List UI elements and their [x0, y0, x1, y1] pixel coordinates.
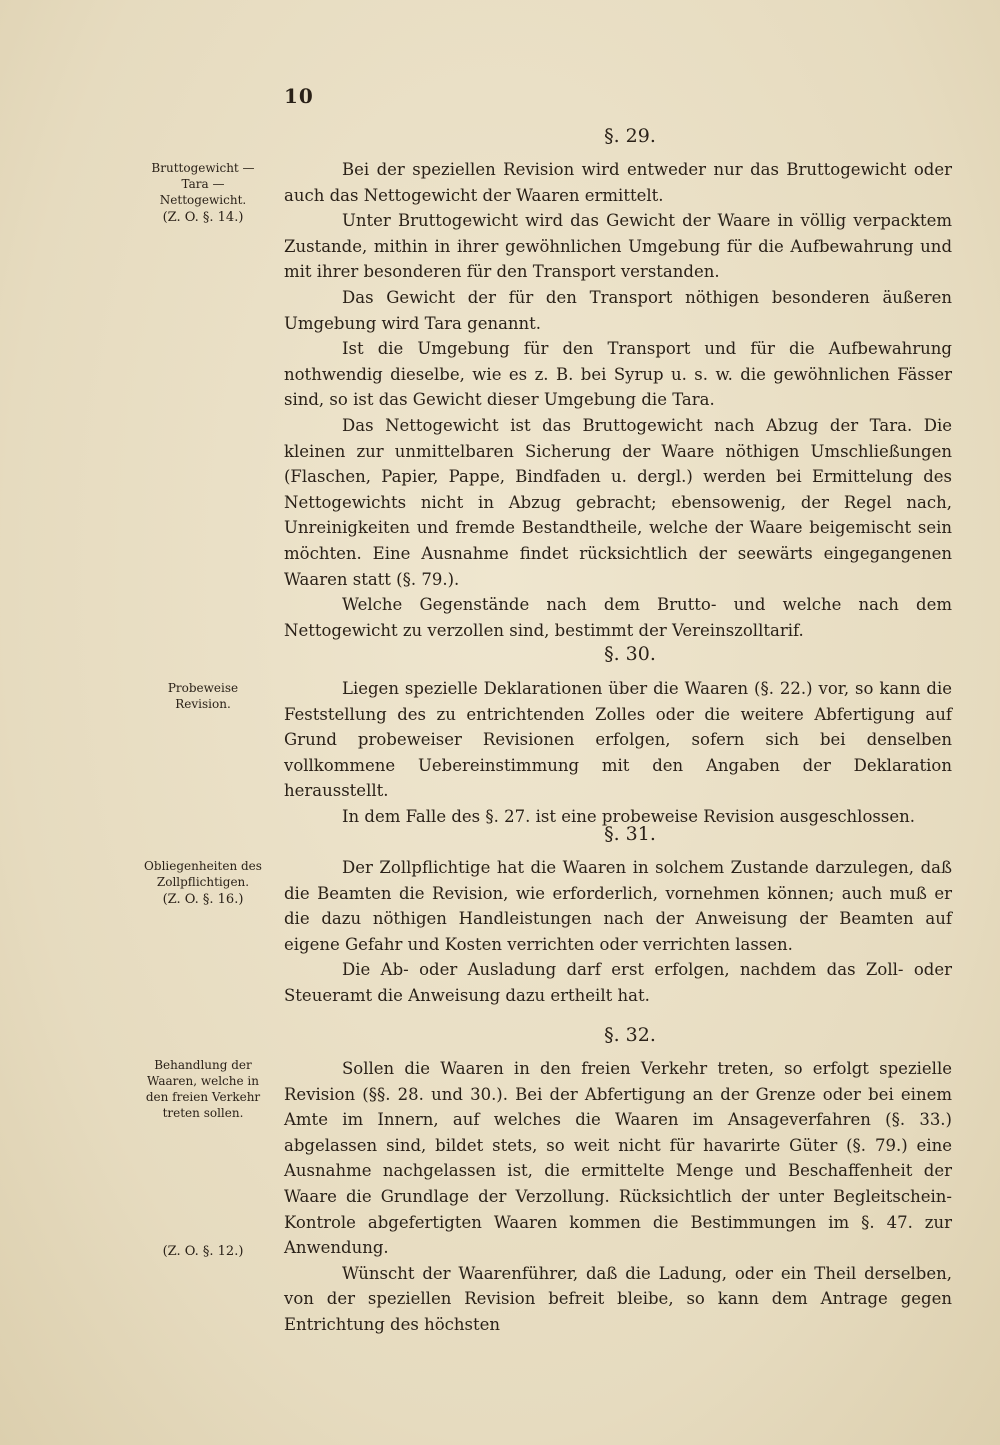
paragraph: Welche Gegenstände nach dem Brutto- und welche nach dem Nettogewicht zu verzollen sind, bestimmt der Vereinszolltarif.	[284, 595, 952, 640]
margin-note-text: Bruttogewicht — Tara — Nettogewicht.	[151, 161, 255, 207]
paragraph: In dem Falle des §. 27. ist eine probeweise Revision ausgeschlossen.	[342, 806, 915, 826]
paragraph: Das Gewicht der für den Transport nöthigen besonderen äußeren Umgebung wird Tara genannt.	[284, 287, 952, 333]
section-body-29	[284, 157, 952, 643]
section-heading-30: §. 30.	[604, 643, 656, 665]
section-heading-29: §. 29.	[604, 125, 656, 147]
section-body-30	[284, 676, 952, 830]
section-body-32	[284, 1056, 952, 1338]
margin-note-31	[140, 858, 266, 908]
paragraph: Unter Bruttogewicht wird das Gewicht der Waare in völlig verpacktem Zustande, mithin in ihrer gewöhnlichen Umgebung für die Aufbewahrung und mit ihrer besonderen für den Transport verstanden.	[284, 211, 952, 282]
section-heading-32: §. 32.	[604, 1024, 656, 1046]
paragraph: Sollen die Waaren in den freien Verkehr treten, so erfolgt spezielle Revision (§§. 28. und 30.). Bei der Abfertigung an der Grenze oder bei einem Amte im Innern, auf welches die Waaren im Ansageverfahren (§. 33.) abgelassen sind, bildet stets, so weit nicht für havarirte Güter (§. 79.) eine Ausnahme nachgelassen ist, die ermittelte Menge und Beschaffenheit der Waare die Grundlage der Verzollung. Rücksichtlich der unter Begleitschein-Kontrole abgefertigten Waaren kommen die Bestimmungen im §. 47. zur Anwendung.	[284, 1059, 952, 1258]
margin-note-ref: (Z. O. §. 16.)	[162, 892, 244, 907]
margin-note-32	[140, 1057, 266, 1121]
section-heading-31: §. 31.	[604, 823, 656, 845]
margin-note-30	[140, 680, 266, 712]
paragraph: Die Ab- oder Ausladung darf erst erfolgen, nachdem das Zoll- oder Steueramt die Anweisung dazu ertheilt hat.	[284, 960, 952, 1005]
margin-note-text: Behandlung der Waaren, welche in den freien Verkehr treten sollen.	[145, 1058, 261, 1120]
paragraph: Wünscht der Waarenführer, daß die Ladung, oder ein Theil derselben, von der speziellen Revision befreit bleibe, so kann dem Antrage gegen Entrichtung des höchsten	[284, 1263, 952, 1334]
paragraph: Liegen spezielle Deklarationen über die Waaren (§. 22.) vor, so kann die Feststellung des zu entrichtenden Zolles oder die weitere Abfertigung auf Grund probeweiser Revisionen erfolgen, sofern sich bei denselben vollkommene Uebereinstimmung mit den Angaben der Deklaration herausstellt.	[284, 679, 952, 801]
margin-note-32-ref	[140, 1242, 266, 1260]
paragraph: Bei der speziellen Revision wird entweder nur das Bruttogewicht oder auch das Nettogewicht der Waaren ermittelt.	[284, 160, 952, 205]
paragraph: Das Nettogewicht ist das Bruttogewicht nach Abzug der Tara. Die kleinen zur unmittelbaren Sicherung der Waare nöthigen Umschließungen (Flaschen, Papier, Pappe, Bindfaden u. dergl.) werden bei Ermittelung des Nettogewichts nicht in Abzug gebracht; ebensowenig, der Regel nach, Unreinigkeiten und fremde Bestandtheile, welche der Waare beigemischt sein möchten. Eine Ausnahme findet rücksichtlich der seewärts eingegangenen Waaren statt (§. 79.).	[284, 415, 952, 589]
margin-note-text: Obliegenheiten des Zollpflichtigen.	[144, 859, 262, 889]
margin-note-ref: (Z. O. §. 14.)	[162, 210, 244, 225]
paragraph: Ist die Umgebung für den Transport und für die Aufbewahrung nothwendig dieselbe, wie es z. B. bei Syrup u. s. w. die gewöhnlichen Fässer sind, so ist das Gewicht dieser Umgebung die Tara.	[284, 339, 952, 410]
paragraph: Der Zollpflichtige hat die Waaren in solchem Zustande darzulegen, daß die Beamten die Revision, wie erforderlich, vornehmen können; auch muß er die dazu nöthigen Handleistungen nach der Anweisung der Beamten auf eigene Gefahr und Kosten verrichten oder verrichten lassen.	[284, 858, 952, 954]
margin-note-29	[140, 160, 266, 226]
margin-note-text: Probeweise Revision.	[167, 681, 239, 711]
section-body-31	[284, 855, 952, 1009]
margin-note-ref: (Z. O. §. 12.)	[162, 1244, 244, 1259]
page-number: 10	[284, 84, 314, 108]
